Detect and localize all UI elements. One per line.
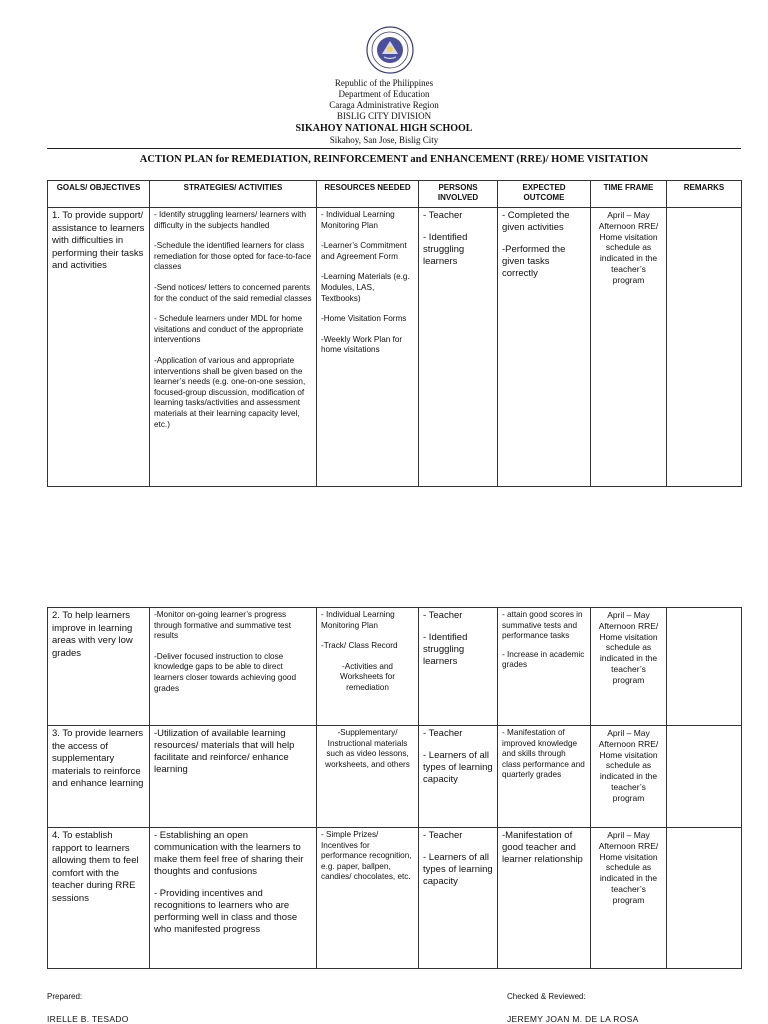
strategy-item: -Monitor on-going learner’s progress through formative and summative test results bbox=[154, 610, 291, 641]
header-school: SIKAHOY NATIONAL HIGH SCHOOL bbox=[295, 123, 473, 134]
strategy-item: - Schedule learners under MDL for home visitations and conduct of the appropriate interventions bbox=[154, 314, 304, 345]
goal-cell: 4. To establish rapport to learners allowing them to feel comfort with the teacher during RRE sessions bbox=[48, 828, 150, 969]
remarks-cell bbox=[667, 726, 742, 828]
column-header-time-frame: TIME FRAME bbox=[591, 181, 667, 208]
header-region: Caraga Administrative Region bbox=[329, 100, 439, 110]
header-country: Republic of the Philippines bbox=[334, 78, 434, 88]
outcome-item: -Performed the given tasks correctly bbox=[502, 244, 566, 279]
time-frame-cell: April – May Afternoon RRE/ Home visitation schedule as indicated in the teacher’s program bbox=[591, 828, 667, 969]
column-header-resources: RESOURCES NEEDED bbox=[317, 181, 419, 208]
outcome-item: - Manifestation of improved knowledge and skills through class performance and quarterly grades bbox=[502, 728, 585, 780]
time-frame-cell: April – May Afternoon RRE/ Home visitation schedule as indicated in the teacher’s program bbox=[591, 208, 667, 487]
prepared-label: Prepared: bbox=[47, 992, 83, 1001]
column-header-strategies: STRATEGIES/ ACTIVITIES bbox=[150, 181, 317, 208]
table-row bbox=[48, 828, 742, 969]
resource-item: -Activities and Worksheets for remediation bbox=[340, 661, 395, 692]
person-item: - Learners of all types of learning capacity bbox=[423, 750, 493, 785]
person-item: - Learners of all types of learning capacity bbox=[423, 852, 493, 887]
person-item: - Teacher bbox=[423, 728, 463, 739]
table-row bbox=[48, 608, 742, 726]
outcome-item: - Increase in academic grades bbox=[502, 649, 585, 670]
strategy-item: - Providing incentives and recognitions to learners who are performing well in class and those who manifested progress bbox=[154, 888, 298, 935]
person-item: - Identified struggling learners bbox=[423, 232, 468, 267]
header-division: BISLIG CITY DIVISION bbox=[336, 111, 432, 121]
resource-item: -Learning Materials (e.g. Modules, LAS, Textbooks) bbox=[321, 272, 410, 303]
header-address: Sikahoy, San Jose, Bislig City bbox=[329, 135, 439, 145]
remarks-cell bbox=[667, 208, 742, 487]
deped-seal-icon bbox=[366, 26, 414, 74]
outcome-item: - Completed the given activities bbox=[502, 210, 570, 233]
column-header-outcome: EXPECTED OUTCOME bbox=[498, 181, 591, 208]
resource-item: -Weekly Work Plan for home visitations bbox=[321, 334, 403, 355]
checked-name: JEREMY JOAN M. DE LA ROSA bbox=[507, 1014, 639, 1024]
column-header-persons: PERSONS INVOLVED bbox=[419, 181, 498, 208]
time-frame-cell: April – May Afternoon RRE/ Home visitation schedule as indicated in the teacher’s program bbox=[591, 726, 667, 828]
strategy-item: -Deliver focused instruction to close knowledge gaps to be able to direct learners closer towards achieving good grades bbox=[154, 651, 296, 693]
time-frame-cell: April – May Afternoon RRE/ Home visitation schedule as indicated in the teacher’s program bbox=[591, 608, 667, 726]
resource-item: -Supplementary/ Instructional materials such as video lessons, worksheets, and others bbox=[325, 728, 410, 769]
outcome-item: - attain good scores in summative tests and performance tasks bbox=[502, 610, 583, 641]
page-title: ACTION PLAN for REMEDIATION, REINFORCEMENT and ENHANCEMENT (RRE)/ HOME VISITATION bbox=[139, 154, 649, 165]
strategy-item: -Utilization of available learning resources/ materials that will help facilitate and reinforce/ enhance learning bbox=[154, 728, 295, 775]
strategy-item: -Application of various and appropriate interventions shall be given based on the learner’s needs (e.g. one-on-one session, focused-group discussion, modification of learning tasks/activities and assessment materials at their learning capacity level, etc.) bbox=[154, 355, 306, 429]
prepared-name: IRELLE B. TESADO bbox=[47, 1014, 129, 1024]
column-header-remarks: REMARKS bbox=[667, 181, 742, 208]
strategy-item: - Identify struggling learners/ learners with difficulty in the subjects handled bbox=[154, 210, 306, 230]
resource-item: - Individual Learning Monitoring Plan bbox=[321, 210, 395, 230]
person-item: - Identified struggling learners bbox=[423, 632, 468, 667]
table-row bbox=[48, 726, 742, 828]
strategy-item: - Establishing an open communication with the learners to make them feel free of sharing their thoughts and confusions bbox=[154, 830, 304, 877]
strategy-item: -Schedule the identified learners for class remediation for those opted for face-to-face classes bbox=[154, 241, 312, 272]
action-plan-table-part-1 bbox=[47, 180, 742, 487]
outcome-item: -Manifestation of good teacher and learner relationship bbox=[502, 830, 583, 865]
table-row bbox=[48, 208, 742, 487]
strategy-item: -Send notices/ letters to concerned parents for the conduct of the said remedial classes bbox=[154, 282, 312, 303]
resource-item: -Home Visitation Forms bbox=[321, 314, 407, 324]
person-item: - Teacher bbox=[423, 830, 463, 841]
checked-label: Checked & Reviewed: bbox=[507, 992, 586, 1001]
resource-item: - Individual Learning Monitoring Plan bbox=[321, 610, 395, 630]
resource-item: -Learner’s Commitment and Agreement Form bbox=[321, 241, 407, 261]
remarks-cell bbox=[667, 608, 742, 726]
remarks-cell bbox=[667, 828, 742, 969]
resource-item: -Track/ Class Record bbox=[321, 641, 398, 651]
header-divider bbox=[47, 148, 741, 149]
goal-cell: 2. To help learners improve in learning areas with very low grades bbox=[48, 608, 150, 726]
resource-item: - Simple Prizes/ Incentives for performance recognition, e.g. paper, ballpen, candies/ chocolates, etc. bbox=[321, 830, 412, 882]
action-plan-table-part-2 bbox=[47, 607, 742, 969]
person-item: - Teacher bbox=[423, 210, 463, 221]
goal-cell: 3. To provide learners the access of supplementary materials to reinforce and enhance learning bbox=[48, 726, 150, 828]
goal-cell: 1. To provide support/ assistance to learners with difficulties in performing their tasks and activities bbox=[48, 208, 150, 487]
person-item: - Teacher bbox=[423, 610, 463, 621]
header-department: Department of Education bbox=[338, 89, 430, 99]
column-header-goals: GOALS/ OBJECTIVES bbox=[48, 181, 150, 208]
